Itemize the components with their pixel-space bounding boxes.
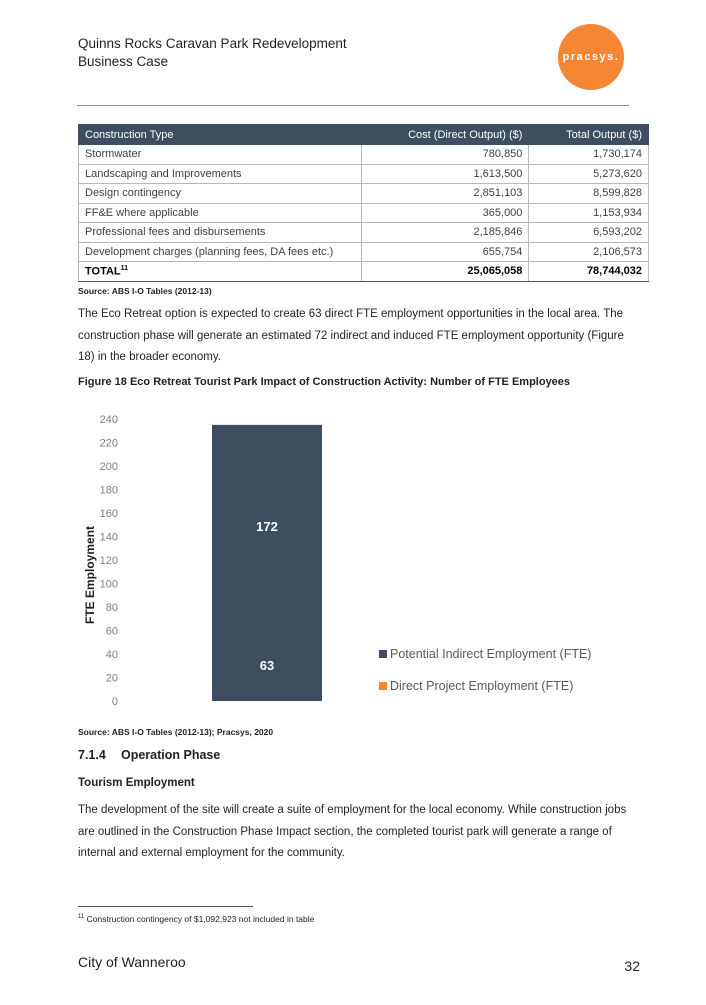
figure-title: Figure 18 Eco Retreat Tourist Park Impact of Construction Activity: Number of FTE Employees [78, 376, 571, 388]
fte-employment-chart [78, 403, 638, 723]
subheading: Tourism Employment [78, 777, 195, 789]
footnote [78, 914, 314, 924]
table-row [79, 242, 649, 262]
cell-type: Landscaping and Improvements [79, 164, 362, 184]
table-row [79, 203, 649, 223]
total-label: TOTAL [85, 265, 121, 278]
y-tick-label: 40 [105, 649, 118, 661]
body-paragraph: The development of the site will create a suite of employment for the local economy. While construction jobs are outlined in the Construction Phase Impact section, the completed tourist park will generate a range of internal and external employment for the community. [78, 804, 627, 859]
y-tick-label: 160 [99, 508, 118, 520]
cell-type: Development charges (planning fees, DA fees etc.) [79, 242, 362, 262]
cell-cost: 2,185,846 [362, 223, 529, 243]
page-number: 32 [624, 958, 640, 974]
footnote-divider [78, 906, 253, 907]
cell-cost: 1,613,500 [362, 164, 529, 184]
cell-cost: 780,850 [362, 145, 529, 165]
column-header-cost: Cost (Direct Output) ($) [362, 125, 529, 145]
total-output: 78,744,032 [529, 262, 649, 282]
section-title: Operation Phase [121, 748, 221, 762]
table-header-row [79, 125, 649, 145]
table-row [79, 145, 649, 165]
cell-type: Professional fees and disbursements [79, 223, 362, 243]
cell-cost: 655,754 [362, 242, 529, 262]
header-title-line1: Quinns Rocks Caravan Park Redevelopment [78, 36, 347, 51]
cell-output: 6,593,202 [529, 223, 649, 243]
logo-text: pracsys. [562, 51, 620, 63]
cell-type: FF&E where applicable [79, 203, 362, 223]
cell-output: 8,599,828 [529, 184, 649, 204]
y-tick-label: 80 [105, 602, 118, 614]
construction-cost-table [78, 124, 649, 282]
bar-data-label: 172 [256, 518, 278, 534]
total-cost: 25,065,058 [362, 262, 529, 282]
legend-label: Direct Project Employment (FTE) [390, 679, 574, 693]
footnote-marker: 11 [120, 264, 129, 272]
footnote-text: Construction contingency of $1,092,923 not included in table [86, 914, 315, 924]
chart-legend [379, 647, 591, 693]
y-axis-ticks [100, 414, 118, 708]
cell-output: 1,153,934 [529, 203, 649, 223]
table-row [79, 164, 649, 184]
cell-output: 2,106,573 [529, 242, 649, 262]
table-source: Source: ABS I-O Tables (2012-13) [78, 286, 212, 296]
column-header-total-output: Total Output ($) [529, 125, 649, 145]
y-tick-label: 140 [99, 531, 118, 544]
bar-data-label: 63 [259, 658, 275, 673]
section-number: 7.1.4 [78, 748, 106, 762]
y-tick-label: 220 [99, 437, 118, 450]
y-tick-label: 120 [99, 555, 118, 567]
y-tick-label: 180 [99, 484, 118, 497]
table-row [79, 184, 649, 204]
y-tick-label: 20 [105, 672, 118, 685]
y-tick-label: 100 [99, 578, 118, 591]
header-title-line2: Business Case [78, 54, 169, 69]
table-row [79, 223, 649, 243]
legend-swatch [379, 650, 387, 658]
footer-organisation: City of Wanneroo [78, 954, 186, 970]
legend-label: Potential Indirect Employment (FTE) [390, 647, 592, 661]
total-label-cell [79, 262, 362, 282]
cell-output: 5,273,620 [529, 164, 649, 184]
footnote-number: 11 [78, 914, 85, 921]
cell-type: Stormwater [79, 145, 362, 165]
body-paragraph: The Eco Retreat option is expected to create 63 direct FTE employment opportunities in the local area. The construction phase will generate an estimated 72 indirect and induced FTE employment opportunity (Figure 18) in the broader economy. [78, 308, 624, 363]
y-tick-label: 240 [99, 414, 118, 426]
header-divider [77, 105, 629, 106]
cell-cost: 2,851,103 [362, 184, 529, 204]
cell-output: 1,730,174 [529, 145, 649, 165]
pracsys-logo [558, 24, 624, 90]
cell-cost: 365,000 [362, 203, 529, 223]
figure-source: Source: ABS I-O Tables (2012-13); Pracsys, 2020 [78, 727, 274, 737]
y-tick-label: 200 [99, 461, 118, 473]
y-tick-label: 60 [105, 625, 118, 638]
table-total-row [79, 262, 649, 282]
y-axis-title: FTE Employment [83, 525, 97, 625]
document-header [78, 35, 347, 71]
column-header-construction-type: Construction Type [79, 125, 362, 145]
legend-swatch [379, 682, 387, 690]
y-tick-label: 0 [111, 696, 118, 708]
cell-type: Design contingency [79, 184, 362, 204]
